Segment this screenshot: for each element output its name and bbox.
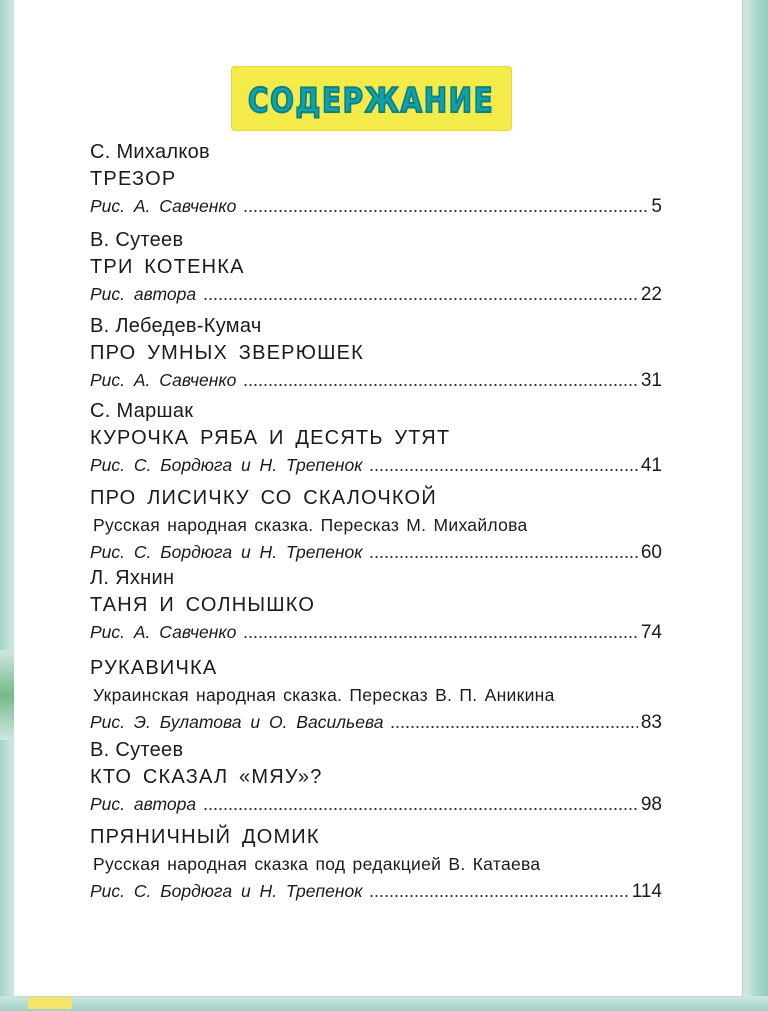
entry-title: ТАНЯ И СОЛНЫШКО — [90, 594, 316, 616]
entry-illustrator-row — [90, 194, 662, 218]
entry-title: ПРО ЛИСИЧКУ СО СКАЛОЧКОЙ — [90, 487, 437, 509]
entry-illustrator-row — [90, 368, 662, 392]
entry-author: В. Лебедев-Кумач — [90, 315, 262, 337]
entry-author: С. Михалков — [90, 141, 210, 163]
entry-illustrator: Рис. С. Бордюга и Н. Трепенок — [90, 542, 363, 562]
entry-illustrator-row — [90, 282, 662, 306]
dot-leader — [243, 383, 637, 387]
entry-author: В. Сутеев — [90, 229, 184, 251]
entry-illustrator-row — [90, 710, 662, 734]
entry-title: КУРОЧКА РЯБА И ДЕСЯТЬ УТЯТ — [90, 427, 451, 449]
entry-illustrator-row — [90, 540, 662, 564]
dot-leader — [390, 725, 637, 729]
entry-page-number: 22 — [640, 284, 662, 305]
entry-author: С. Маршак — [90, 400, 194, 422]
entry-author: В. Сутеев — [90, 739, 184, 761]
dot-leader — [243, 635, 637, 639]
entry-title: ПРЯНИЧНЫЙ ДОМИК — [90, 826, 320, 848]
entry-page-number: 5 — [651, 196, 662, 217]
entry-illustrator: Рис. автора — [90, 794, 197, 814]
entry-illustrator: Рис. С. Бордюга и Н. Трепенок — [90, 455, 363, 475]
entry-page-number: 83 — [640, 712, 662, 733]
dot-leader — [203, 297, 638, 301]
entry-illustrator-row — [90, 453, 662, 477]
entry-title: ТРЕЗОР — [90, 168, 177, 190]
entry-note: Русская народная сказка. Пересказ М. Михайлова — [93, 515, 528, 535]
dot-leader — [369, 555, 637, 559]
entry-page-number: 31 — [640, 370, 662, 391]
entry-page-number: 98 — [640, 794, 662, 815]
entry-title: ТРИ КОТЕНКА — [90, 256, 245, 278]
entry-illustrator-row — [90, 879, 662, 903]
dot-leader — [369, 468, 637, 472]
entry-illustrator: Рис. А. Савченко — [90, 196, 237, 216]
entry-illustrator: Рис. А. Савченко — [90, 622, 237, 642]
entry-illustrator-row — [90, 620, 662, 644]
entry-author: Л. Яхнин — [90, 567, 175, 589]
entry-illustrator-row — [90, 792, 662, 816]
dot-leader — [203, 807, 638, 811]
entry-title: КТО СКАЗАЛ «МЯУ»? — [90, 766, 323, 788]
entry-note: Русская народная сказка под редакцией В. Катаева — [93, 854, 541, 874]
entry-note: Украинская народная сказка. Пересказ В. П. Аникина — [93, 685, 555, 705]
entry-page-number: 60 — [640, 542, 662, 563]
dot-leader — [369, 894, 628, 898]
entry-page-number: 114 — [631, 881, 662, 902]
entry-illustrator: Рис. Э. Булатова и О. Васильева — [90, 712, 384, 732]
entry-page-number: 41 — [640, 455, 662, 476]
entry-illustrator: Рис. С. Бордюга и Н. Трепенок — [90, 881, 363, 901]
entry-illustrator: Рис. А. Савченко — [90, 370, 237, 390]
entry-illustrator: Рис. автора — [90, 284, 197, 304]
entry-page-number: 74 — [640, 622, 662, 643]
entry-title: ПРО УМНЫХ ЗВЕРЮШЕК — [90, 342, 365, 364]
page-title: СОДЕРЖАНИЕ — [248, 80, 495, 121]
dot-leader — [243, 209, 648, 213]
entry-title: РУКАВИЧКА — [90, 657, 218, 679]
